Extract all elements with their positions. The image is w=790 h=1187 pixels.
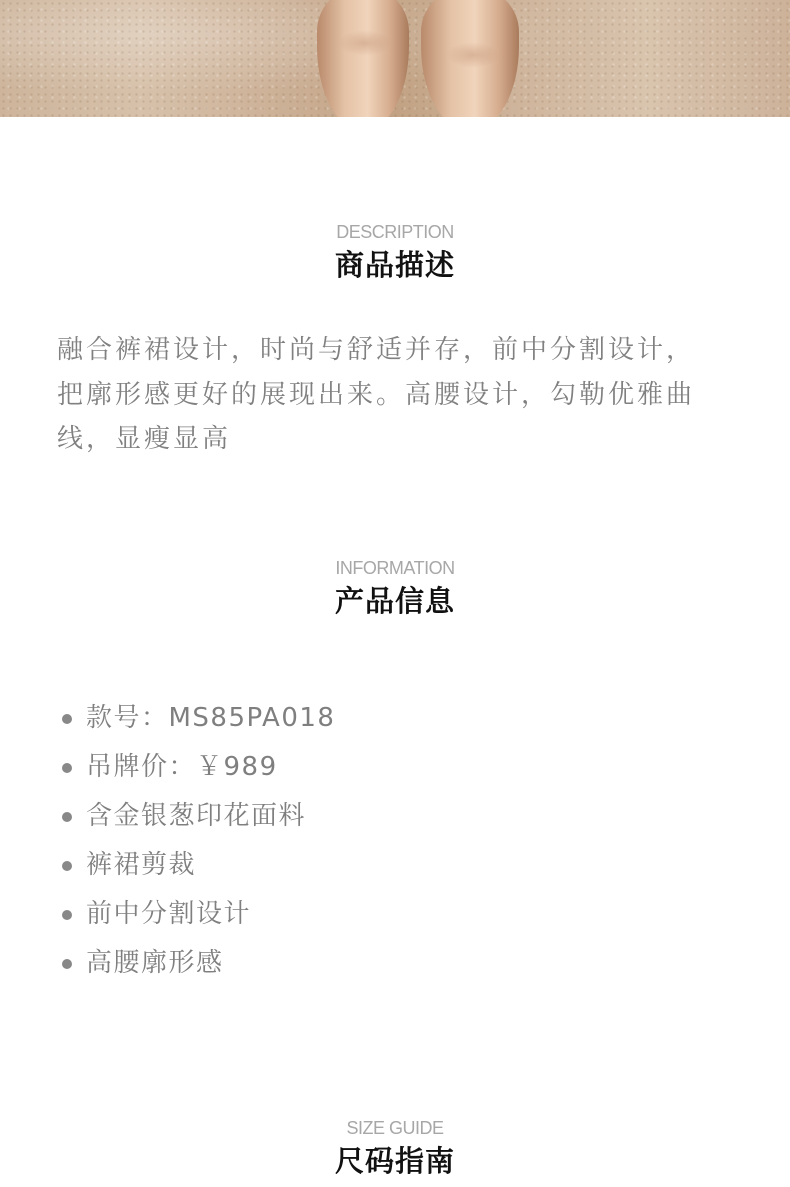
info-item-style-number (58, 694, 335, 743)
info-item-cut (58, 841, 335, 890)
description-heading-en: DESCRIPTION (336, 222, 454, 242)
size-guide-heading-en: SIZE GUIDE (346, 1118, 444, 1138)
description-line: 融合裤裙设计，时尚与舒适并存，前中分割设计， (57, 335, 696, 365)
info-item-text: 吊牌价：￥989 (86, 752, 278, 782)
info-item-text: 前中分割设计 (86, 899, 252, 929)
bullet-icon (62, 910, 72, 920)
size-guide-heading-cn: 尺码指南 (334, 1144, 455, 1178)
product-photo (0, 0, 790, 117)
bullet-icon (62, 959, 72, 969)
description-heading (0, 221, 790, 285)
product-info-list (58, 694, 335, 988)
info-item-text: 含金银葱印花面料 (86, 801, 307, 831)
info-item-tag-price (58, 743, 335, 792)
description-text (57, 328, 747, 462)
information-heading-en: INFORMATION (335, 558, 455, 578)
model-left-leg (317, 0, 409, 117)
description-line: 把廓形感更好的展现出来。高腰设计，勾勒优雅曲 (57, 379, 696, 410)
info-item-fabric (58, 792, 335, 841)
information-heading-cn: 产品信息 (334, 584, 455, 618)
bullet-icon (62, 714, 72, 724)
info-item-split-design (58, 890, 335, 939)
bullet-icon (62, 861, 72, 871)
description-line: 线，显瘦显高 (57, 424, 232, 454)
size-guide-heading (0, 1117, 790, 1181)
knee-shading (446, 42, 500, 68)
info-item-text: 高腰廓形感 (86, 948, 224, 978)
info-item-text: 款号：MS85PA018 (86, 703, 336, 733)
information-heading (0, 557, 790, 621)
info-item-text: 裤裙剪裁 (86, 850, 197, 880)
bullet-icon (62, 763, 72, 773)
description-heading-cn: 商品描述 (334, 248, 455, 282)
knee-shading (338, 30, 392, 56)
info-item-high-waist (58, 939, 335, 988)
bullet-icon (62, 812, 72, 822)
